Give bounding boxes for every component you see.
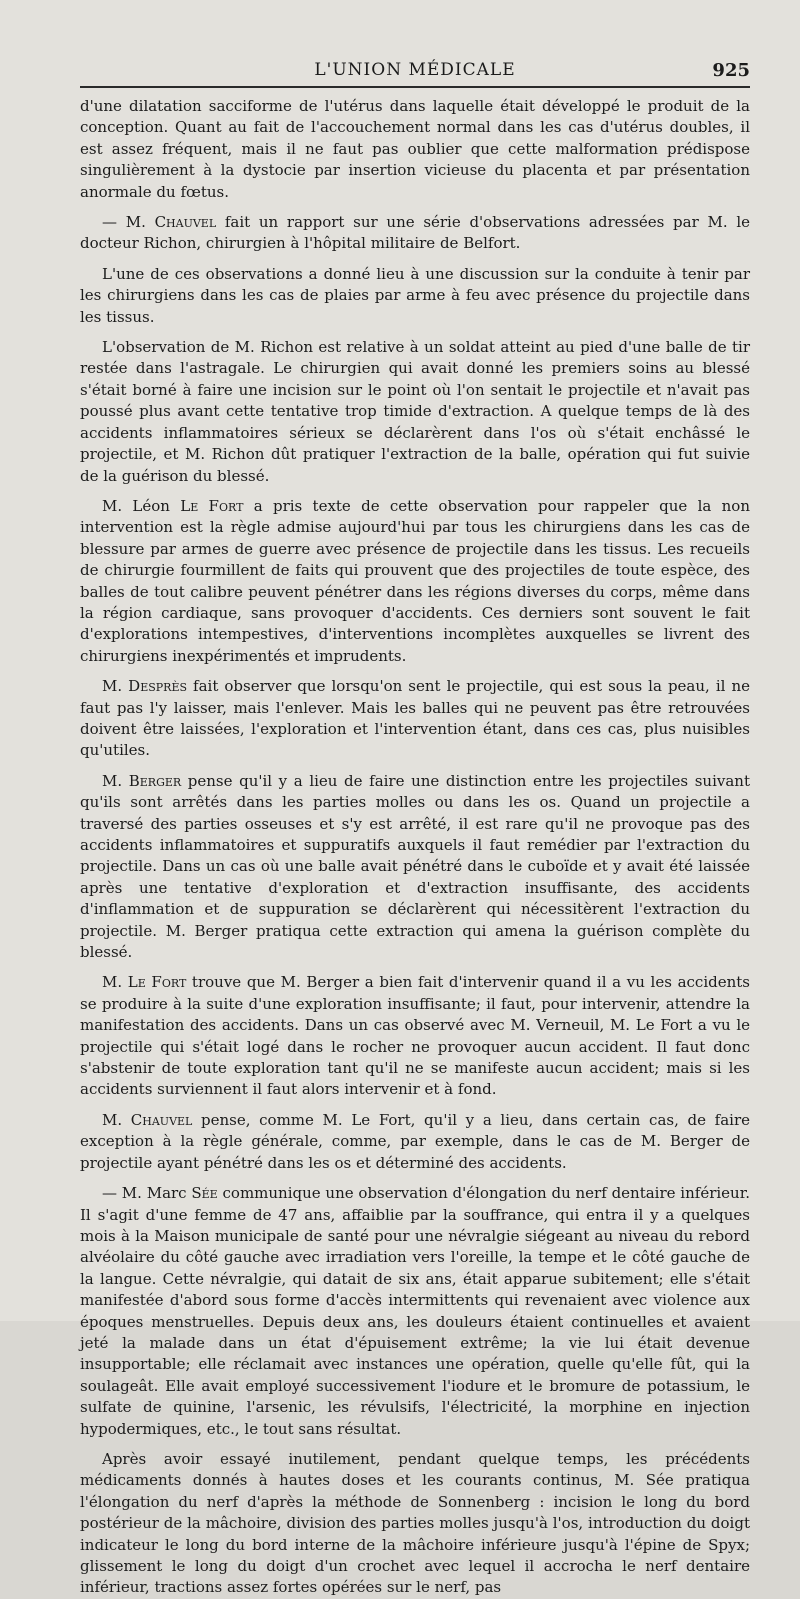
paragraph	[80, 972, 750, 1100]
paragraph-text: fait observer que lorsqu'on sent le projectile, qui est sous la peau, il ne faut pas l'y laisser, mais l'enlever. Mais les balles qui ne peuvent pas être retrouvées doivent être laissées, l'exploration et l'intervention étant, dans ces cas, plus nuisibles qu'utiles.	[80, 677, 751, 760]
author-name: Chauvel	[154, 213, 217, 232]
author-name: Le Fort	[127, 973, 187, 992]
paragraph-text: trouve que M. Berger a bien fait d'intervenir quand il a vu les accidents se produire à la suite d'une exploration insuffisante; il faut, pour intervenir, attendre la manifestation des accidents. Dans un cas observé avec M. Verneuil, M. Le Fort a vu le projectile qui s'était logé dans le rocher ne provoquer aucun accident. Il faut donc s'abstenir de toute exploration tant qu'il ne se manifeste aucun accident; mais si les accidents surviennent il faut alors intervenir et à fond.	[80, 973, 750, 1099]
paragraph-text: M.	[102, 677, 129, 696]
paragraph-text: Après avoir essayé inutilement, pendant quelque temps, les précédents médicaments donnés à hautes doses et les courants continus, M. Sée pratiqua l'élongation du nerf d'après la méthode de Sonnenberg : incision le long du bord postérieur de la mâchoire, division des parties molles jusqu'à l'os, introduction du doigt indicateur le long du bord interne de la mâchoire inférieure jusqu'à l'épine de Spyx; glissement le long du doigt d'un crochet avec lequel il accrocha le nerf dentaire inférieur, tractions assez fortes opérées sur le nerf, pas	[80, 1449, 750, 1597]
paragraph-text: M.	[102, 973, 128, 992]
paragraph-text: — M. Marc	[102, 1184, 192, 1203]
paragraph-text: M.	[102, 771, 129, 790]
paragraph	[80, 771, 750, 964]
paragraph	[80, 212, 750, 255]
paragraph	[80, 1183, 750, 1440]
paragraph-text: fait un rapport sur une série d'observations adressées par M. le docteur Richon, chirurgien à l'hôpital militaire de Belfort.	[80, 213, 750, 253]
paragraph-text: d'une dilatation sacciforme de l'utérus dans laquelle était développé le produit de la conception. Quant au fait de l'accouchement normal dans les cas d'utérus doubles, il est assez fréquent, mais il ne faut pas oublier que cette malformation prédispose singulièrement à la dystocie par insertion vicieuse du placenta et par présentation anormale du fœtus.	[80, 97, 750, 201]
paragraph	[80, 264, 750, 328]
page-header	[80, 52, 750, 88]
author-name: Chauvel	[130, 1110, 193, 1129]
author-name: Desprès	[128, 677, 188, 696]
paragraph-text: communique une observation d'élongation du nerf dentaire inférieur. Il s'agit d'une femme de 47 ans, affaiblie par la souffrance, qui entra il y a quelques mois à la Maison municipale de santé pour une névralgie siégeant au niveau du rebord alvéolaire du côté gauche avec irradiation vers l'oreille, la tempe et le côté gauche de la langue. Cette névralgie, qui datait de six ans, était apparue subitement; elle s'était manifestée d'abord sous forme d'accès intermittents qui revenaient avec violence aux époques menstruelles. Depuis deux ans, les douleurs étaient continuelles et avaient jeté la malade dans un état d'épuisement extrême; la vie lui était devenue insupportable; elle réclamait avec instances une opération, quelle qu'elle fût, qui la soulageât. Elle avait employé successivement l'iodure et le bromure de potassium, le sulfate de quinine, l'arsenic, les révulsifs, l'électricité, la morphine en injection hypodermiques, etc., le tout sans résultat.	[80, 1184, 750, 1438]
paragraph	[80, 676, 750, 762]
running-title: L'UNION MÉDICALE	[314, 60, 516, 80]
author-name: Berger	[128, 771, 182, 790]
paragraph	[80, 337, 750, 487]
author-name: Sée	[191, 1184, 218, 1203]
paragraph	[80, 1449, 750, 1599]
paragraph-text: — M.	[102, 213, 155, 232]
body-text	[80, 96, 750, 1599]
paragraph	[80, 1110, 750, 1174]
author-name: Le Fort	[180, 496, 244, 515]
paragraph	[80, 96, 750, 203]
paragraph-text: M.	[102, 1110, 131, 1129]
paragraph-text: a pris texte de cette observation pour rappeler que la non intervention est la règle admise aujourd'hui par tous les chirurgiens dans les cas de blessure par armes de guerre avec présence de projectile dans les tissus. Les recueils de chirurgie fourmillent de faits qui prouvent que des projectiles de toute espèce, des balles de tout calibre peuvent pénétrer dans les régions diverses du corps, même dans la région cardiaque, sans provoquer d'accidents. Ces derniers sont souvent le fait d'explorations intempestives, d'interventions incomplètes auxquelles se livrent des chirurgiens inexpérimentés et imprudents.	[80, 496, 750, 665]
page-number: 925	[712, 60, 750, 81]
paragraph-text: L'une de ces observations a donné lieu à une discussion sur la conduite à tenir par les chirurgiens dans les cas de plaies par arme à feu avec présence du projectile dans les tissus.	[80, 264, 750, 326]
paragraph-text: pense qu'il y a lieu de faire une distinction entre les projectiles suivant qu'ils sont arrêtés dans les parties molles ou dans les os. Quand un projectile a traversé des parties osseuses et s'y est arrêté, il est rare qu'il ne provoque pas des accidents inflammatoires et suppuratifs auxquels il faut remédier par l'extraction du projectile. Dans un cas où une balle avait pénétré dans le cuboïde et y avait été laissée après une tentative d'exploration et d'extraction insuffisante, des accidents d'inflammation et de suppuration se déclarèrent qui nécessitèrent l'extraction du projectile. M. Berger pratiqua cette extraction qui amena la guérison complète du blessé.	[80, 771, 750, 962]
paragraph-text: L'observation de M. Richon est relative à un soldat atteint au pied d'une balle de tir restée dans l'astragale. Le chirurgien qui avait donné les premiers soins au blessé s'était borné à faire une incision sur le point où l'on sentait le projectile et n'avait pas poussé plus avant cette tentative trop timide d'extraction. A quelque temps de là des accidents inflammatoires sérieux se déclarèrent dans l'os où s'était enchâssé le projectile, et M. Richon dût pratiquer l'extraction de la balle, opération qui fut suivie de la guérison du blessé.	[80, 338, 750, 485]
paragraph-text: M. Léon	[102, 496, 181, 515]
paragraph-text: pense, comme M. Le Fort, qu'il y a lieu, dans certain cas, de faire exception à la règle générale, comme, par exemple, dans le cas de M. Berger de projectile ayant pénétré dans les os et déterminé des accidents.	[80, 1110, 750, 1172]
paragraph	[80, 496, 750, 667]
